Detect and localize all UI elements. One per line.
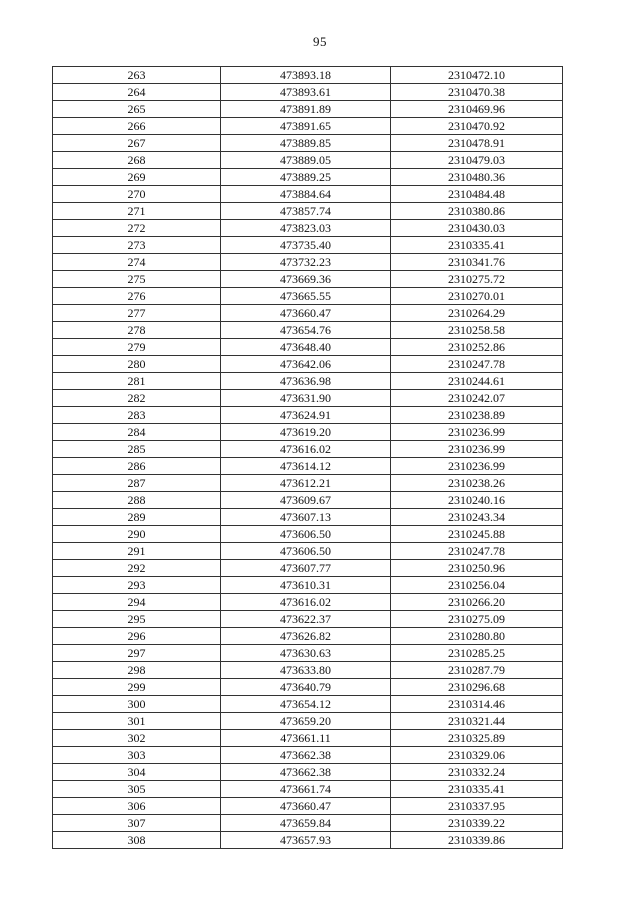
point-number-cell: 293 bbox=[53, 577, 221, 594]
x-coordinate-cell: 473640.79 bbox=[221, 679, 391, 696]
table-row bbox=[53, 679, 563, 696]
x-coordinate-cell: 473823.03 bbox=[221, 220, 391, 237]
table-row bbox=[53, 407, 563, 424]
y-coordinate-cell: 2310339.22 bbox=[391, 815, 563, 832]
x-coordinate-cell: 473609.67 bbox=[221, 492, 391, 509]
x-coordinate-cell: 473654.76 bbox=[221, 322, 391, 339]
point-number-cell: 268 bbox=[53, 152, 221, 169]
y-coordinate-cell: 2310478.91 bbox=[391, 135, 563, 152]
y-coordinate-cell: 2310236.99 bbox=[391, 424, 563, 441]
x-coordinate-cell: 473735.40 bbox=[221, 237, 391, 254]
y-coordinate-cell: 2310470.38 bbox=[391, 84, 563, 101]
y-coordinate-cell: 2310264.29 bbox=[391, 305, 563, 322]
point-number-cell: 282 bbox=[53, 390, 221, 407]
point-number-cell: 266 bbox=[53, 118, 221, 135]
point-number-cell: 289 bbox=[53, 509, 221, 526]
table-row bbox=[53, 645, 563, 662]
y-coordinate-cell: 2310285.25 bbox=[391, 645, 563, 662]
y-coordinate-cell: 2310325.89 bbox=[391, 730, 563, 747]
point-number-cell: 275 bbox=[53, 271, 221, 288]
point-number-cell: 288 bbox=[53, 492, 221, 509]
table-row bbox=[53, 526, 563, 543]
point-number-cell: 271 bbox=[53, 203, 221, 220]
x-coordinate-cell: 473616.02 bbox=[221, 594, 391, 611]
point-number-cell: 281 bbox=[53, 373, 221, 390]
x-coordinate-cell: 473654.12 bbox=[221, 696, 391, 713]
x-coordinate-cell: 473636.98 bbox=[221, 373, 391, 390]
point-number-cell: 299 bbox=[53, 679, 221, 696]
y-coordinate-cell: 2310380.86 bbox=[391, 203, 563, 220]
y-coordinate-cell: 2310469.96 bbox=[391, 101, 563, 118]
y-coordinate-cell: 2310280.80 bbox=[391, 628, 563, 645]
y-coordinate-cell: 2310484.48 bbox=[391, 186, 563, 203]
y-coordinate-cell: 2310275.72 bbox=[391, 271, 563, 288]
y-coordinate-cell: 2310256.04 bbox=[391, 577, 563, 594]
point-number-cell: 300 bbox=[53, 696, 221, 713]
point-number-cell: 305 bbox=[53, 781, 221, 798]
point-number-cell: 265 bbox=[53, 101, 221, 118]
y-coordinate-cell: 2310321.44 bbox=[391, 713, 563, 730]
y-coordinate-cell: 2310236.99 bbox=[391, 458, 563, 475]
point-number-cell: 274 bbox=[53, 254, 221, 271]
point-number-cell: 290 bbox=[53, 526, 221, 543]
point-number-cell: 263 bbox=[53, 67, 221, 84]
point-number-cell: 284 bbox=[53, 424, 221, 441]
y-coordinate-cell: 2310238.89 bbox=[391, 407, 563, 424]
table-row bbox=[53, 203, 563, 220]
x-coordinate-cell: 473619.20 bbox=[221, 424, 391, 441]
page-number: 95 bbox=[313, 34, 327, 49]
x-coordinate-cell: 473659.84 bbox=[221, 815, 391, 832]
x-coordinate-cell: 473659.20 bbox=[221, 713, 391, 730]
point-number-cell: 306 bbox=[53, 798, 221, 815]
table-row bbox=[53, 152, 563, 169]
table-row bbox=[53, 628, 563, 645]
point-number-cell: 285 bbox=[53, 441, 221, 458]
table-row bbox=[53, 237, 563, 254]
table-row bbox=[53, 101, 563, 118]
y-coordinate-cell: 2310470.92 bbox=[391, 118, 563, 135]
table-row bbox=[53, 254, 563, 271]
x-coordinate-cell: 473631.90 bbox=[221, 390, 391, 407]
y-coordinate-cell: 2310266.20 bbox=[391, 594, 563, 611]
table-row bbox=[53, 135, 563, 152]
table-row bbox=[53, 543, 563, 560]
x-coordinate-cell: 473732.23 bbox=[221, 254, 391, 271]
x-coordinate-cell: 473889.85 bbox=[221, 135, 391, 152]
table-row bbox=[53, 424, 563, 441]
table-row bbox=[53, 764, 563, 781]
x-coordinate-cell: 473884.64 bbox=[221, 186, 391, 203]
point-number-cell: 301 bbox=[53, 713, 221, 730]
y-coordinate-cell: 2310339.86 bbox=[391, 832, 563, 849]
table-body bbox=[53, 67, 563, 849]
table-row bbox=[53, 390, 563, 407]
y-coordinate-cell: 2310240.16 bbox=[391, 492, 563, 509]
x-coordinate-cell: 473661.11 bbox=[221, 730, 391, 747]
x-coordinate-cell: 473669.36 bbox=[221, 271, 391, 288]
point-number-cell: 291 bbox=[53, 543, 221, 560]
y-coordinate-cell: 2310275.09 bbox=[391, 611, 563, 628]
point-number-cell: 298 bbox=[53, 662, 221, 679]
x-coordinate-cell: 473624.91 bbox=[221, 407, 391, 424]
point-number-cell: 267 bbox=[53, 135, 221, 152]
x-coordinate-cell: 473660.47 bbox=[221, 798, 391, 815]
table-row bbox=[53, 492, 563, 509]
x-coordinate-cell: 473662.38 bbox=[221, 747, 391, 764]
y-coordinate-cell: 2310250.96 bbox=[391, 560, 563, 577]
y-coordinate-cell: 2310480.36 bbox=[391, 169, 563, 186]
point-number-cell: 279 bbox=[53, 339, 221, 356]
table-row bbox=[53, 475, 563, 492]
y-coordinate-cell: 2310335.41 bbox=[391, 781, 563, 798]
y-coordinate-cell: 2310296.68 bbox=[391, 679, 563, 696]
y-coordinate-cell: 2310244.61 bbox=[391, 373, 563, 390]
table-row bbox=[53, 322, 563, 339]
point-number-cell: 304 bbox=[53, 764, 221, 781]
table-row bbox=[53, 169, 563, 186]
table-row bbox=[53, 560, 563, 577]
y-coordinate-cell: 2310329.06 bbox=[391, 747, 563, 764]
table-row bbox=[53, 747, 563, 764]
y-coordinate-cell: 2310270.01 bbox=[391, 288, 563, 305]
point-number-cell: 287 bbox=[53, 475, 221, 492]
table-row bbox=[53, 186, 563, 203]
x-coordinate-cell: 473642.06 bbox=[221, 356, 391, 373]
x-coordinate-cell: 473893.18 bbox=[221, 67, 391, 84]
table-row bbox=[53, 67, 563, 84]
point-number-cell: 277 bbox=[53, 305, 221, 322]
y-coordinate-cell: 2310430.03 bbox=[391, 220, 563, 237]
x-coordinate-cell: 473662.38 bbox=[221, 764, 391, 781]
table-row bbox=[53, 356, 563, 373]
y-coordinate-cell: 2310337.95 bbox=[391, 798, 563, 815]
point-number-cell: 270 bbox=[53, 186, 221, 203]
point-number-cell: 303 bbox=[53, 747, 221, 764]
x-coordinate-cell: 473630.63 bbox=[221, 645, 391, 662]
table-row bbox=[53, 271, 563, 288]
x-coordinate-cell: 473606.50 bbox=[221, 543, 391, 560]
x-coordinate-cell: 473657.93 bbox=[221, 832, 391, 849]
coordinate-table bbox=[52, 66, 563, 849]
x-coordinate-cell: 473616.02 bbox=[221, 441, 391, 458]
y-coordinate-cell: 2310287.79 bbox=[391, 662, 563, 679]
x-coordinate-cell: 473661.74 bbox=[221, 781, 391, 798]
y-coordinate-cell: 2310341.76 bbox=[391, 254, 563, 271]
y-coordinate-cell: 2310247.78 bbox=[391, 543, 563, 560]
point-number-cell: 273 bbox=[53, 237, 221, 254]
table-row bbox=[53, 373, 563, 390]
table-row bbox=[53, 84, 563, 101]
table-row bbox=[53, 288, 563, 305]
table-row bbox=[53, 832, 563, 849]
x-coordinate-cell: 473665.55 bbox=[221, 288, 391, 305]
y-coordinate-cell: 2310258.58 bbox=[391, 322, 563, 339]
x-coordinate-cell: 473626.82 bbox=[221, 628, 391, 645]
point-number-cell: 276 bbox=[53, 288, 221, 305]
point-number-cell: 264 bbox=[53, 84, 221, 101]
x-coordinate-cell: 473648.40 bbox=[221, 339, 391, 356]
x-coordinate-cell: 473622.37 bbox=[221, 611, 391, 628]
point-number-cell: 307 bbox=[53, 815, 221, 832]
table-row bbox=[53, 713, 563, 730]
point-number-cell: 297 bbox=[53, 645, 221, 662]
point-number-cell: 308 bbox=[53, 832, 221, 849]
y-coordinate-cell: 2310335.41 bbox=[391, 237, 563, 254]
table-row bbox=[53, 611, 563, 628]
table-row bbox=[53, 220, 563, 237]
y-coordinate-cell: 2310247.78 bbox=[391, 356, 563, 373]
point-number-cell: 296 bbox=[53, 628, 221, 645]
x-coordinate-cell: 473612.21 bbox=[221, 475, 391, 492]
x-coordinate-cell: 473857.74 bbox=[221, 203, 391, 220]
table-row bbox=[53, 594, 563, 611]
y-coordinate-cell: 2310238.26 bbox=[391, 475, 563, 492]
x-coordinate-cell: 473893.61 bbox=[221, 84, 391, 101]
point-number-cell: 280 bbox=[53, 356, 221, 373]
y-coordinate-cell: 2310332.24 bbox=[391, 764, 563, 781]
table-row bbox=[53, 339, 563, 356]
y-coordinate-cell: 2310236.99 bbox=[391, 441, 563, 458]
point-number-cell: 302 bbox=[53, 730, 221, 747]
x-coordinate-cell: 473889.25 bbox=[221, 169, 391, 186]
x-coordinate-cell: 473606.50 bbox=[221, 526, 391, 543]
table-row bbox=[53, 781, 563, 798]
point-number-cell: 272 bbox=[53, 220, 221, 237]
x-coordinate-cell: 473607.13 bbox=[221, 509, 391, 526]
y-coordinate-cell: 2310245.88 bbox=[391, 526, 563, 543]
point-number-cell: 283 bbox=[53, 407, 221, 424]
x-coordinate-cell: 473891.89 bbox=[221, 101, 391, 118]
table-row bbox=[53, 815, 563, 832]
point-number-cell: 292 bbox=[53, 560, 221, 577]
x-coordinate-cell: 473610.31 bbox=[221, 577, 391, 594]
table-row bbox=[53, 730, 563, 747]
point-number-cell: 295 bbox=[53, 611, 221, 628]
x-coordinate-cell: 473614.12 bbox=[221, 458, 391, 475]
table-row bbox=[53, 441, 563, 458]
table-row bbox=[53, 509, 563, 526]
table-row bbox=[53, 118, 563, 135]
table-row bbox=[53, 662, 563, 679]
y-coordinate-cell: 2310252.86 bbox=[391, 339, 563, 356]
table-row bbox=[53, 458, 563, 475]
point-number-cell: 286 bbox=[53, 458, 221, 475]
table-row bbox=[53, 798, 563, 815]
x-coordinate-cell: 473889.05 bbox=[221, 152, 391, 169]
x-coordinate-cell: 473660.47 bbox=[221, 305, 391, 322]
table-row bbox=[53, 577, 563, 594]
point-number-cell: 269 bbox=[53, 169, 221, 186]
x-coordinate-cell: 473891.65 bbox=[221, 118, 391, 135]
x-coordinate-cell: 473607.77 bbox=[221, 560, 391, 577]
x-coordinate-cell: 473633.80 bbox=[221, 662, 391, 679]
y-coordinate-cell: 2310242.07 bbox=[391, 390, 563, 407]
table-row bbox=[53, 305, 563, 322]
table-row bbox=[53, 696, 563, 713]
y-coordinate-cell: 2310314.46 bbox=[391, 696, 563, 713]
y-coordinate-cell: 2310472.10 bbox=[391, 67, 563, 84]
y-coordinate-cell: 2310479.03 bbox=[391, 152, 563, 169]
point-number-cell: 278 bbox=[53, 322, 221, 339]
point-number-cell: 294 bbox=[53, 594, 221, 611]
y-coordinate-cell: 2310243.34 bbox=[391, 509, 563, 526]
